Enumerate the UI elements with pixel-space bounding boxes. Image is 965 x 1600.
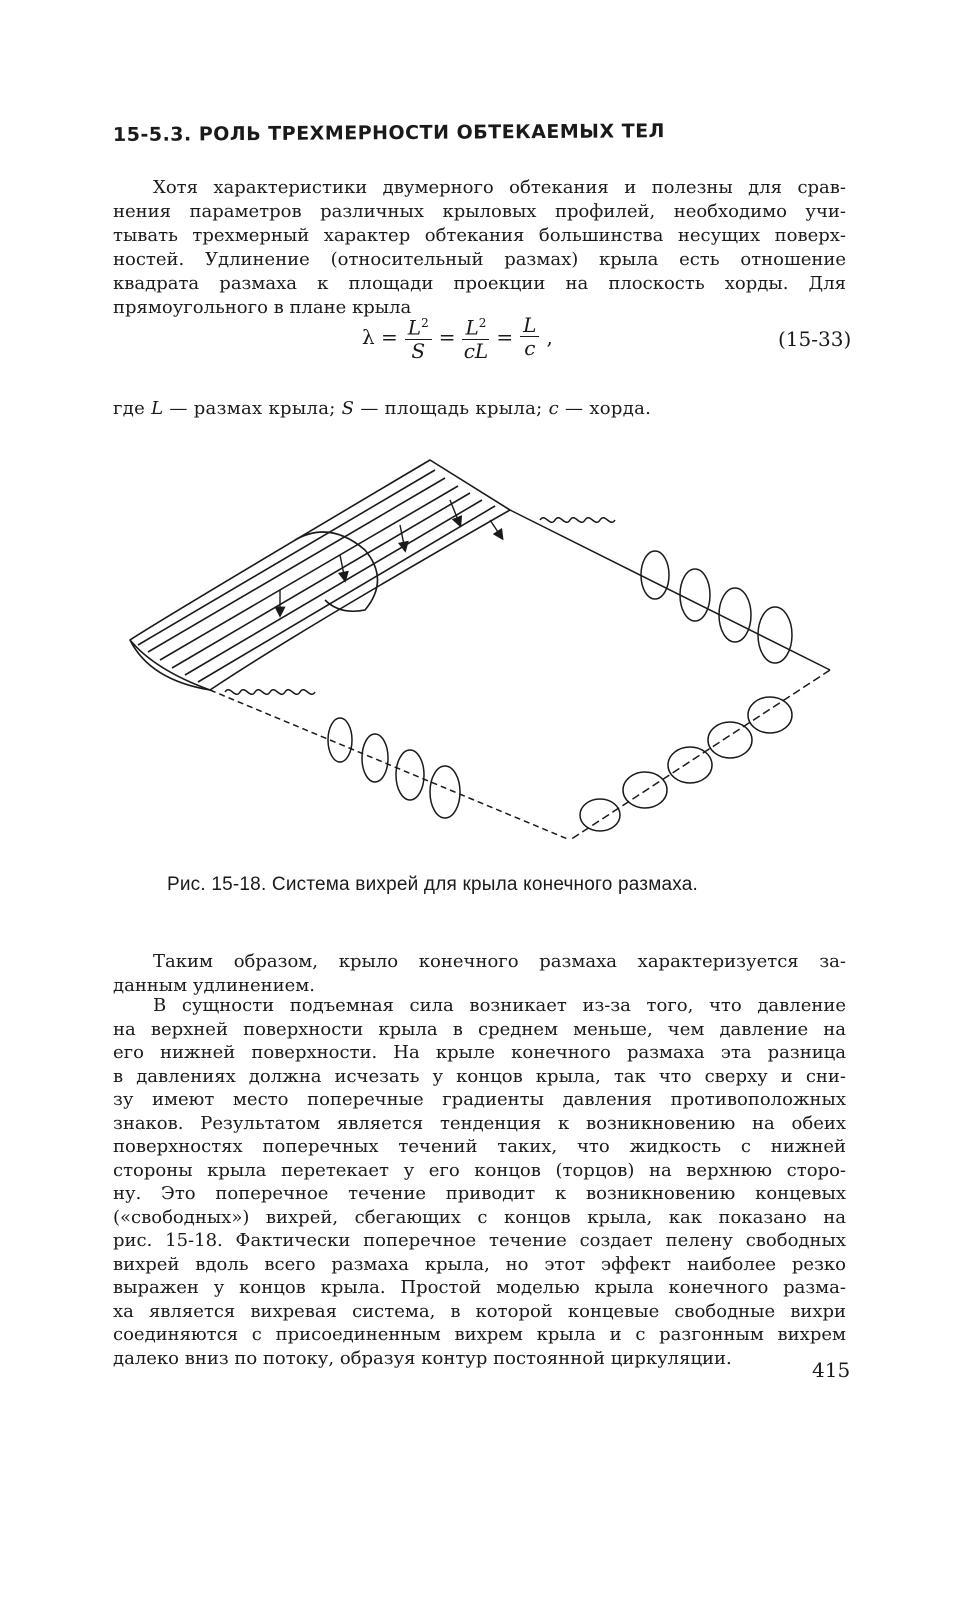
where-prefix: где: [113, 398, 146, 419]
tip-vortex-right: [510, 510, 830, 670]
intro-line: ностей. Удлинение (относительный размах) крыла есть отношение: [113, 249, 846, 270]
wing-flow-arrows: [280, 500, 502, 615]
body-line: ну. Это поперечное течение приводит к возникновению концевых: [113, 1183, 846, 1204]
body-line: стороны крыла перетекает у его концов (торцов) на верхнюю сторо-: [113, 1159, 846, 1181]
formula-equals: =: [496, 324, 514, 349]
var-c-definition: — хорда.: [565, 398, 652, 419]
frac-denominator: S: [411, 338, 426, 363]
body-line: в давлениях должна исчезать у концов крыла, так что сверху и сни-: [113, 1065, 846, 1087]
fraction-l2-over-cl: [462, 312, 489, 362]
body-paragraph-1: [113, 950, 846, 998]
body-line: соединяются с присоединенным вихрем крыла и с разгонным вихрем: [113, 1324, 846, 1345]
intro-line: тывать трехмерный характер обтекания большинства несущих поверх-: [113, 225, 846, 246]
page-number: 415: [812, 1358, 851, 1382]
var-s: S: [341, 398, 355, 419]
body-line: вихрей вдоль всего размаха крыла, но этот эффект наиболее резко: [113, 1253, 846, 1275]
frac-numerator: L: [407, 315, 422, 340]
wing-body: [130, 460, 510, 690]
fraction-l-over-c: [520, 314, 539, 359]
body-line: ха является вихревая система, в которой концевые свободные вихри: [113, 1300, 846, 1322]
frac-denominator: c: [524, 336, 536, 361]
body-line: выражен у концов крыла. Простой моделью крыла конечного разма-: [113, 1277, 846, 1298]
body-line: данным удлинением.: [113, 975, 315, 996]
body-line: далеко вниз по потоку, образуя контур постоянной циркуляции.: [113, 1347, 732, 1369]
formula-trailing-comma: ,: [546, 324, 553, 349]
var-c: c: [548, 398, 559, 419]
vortex-system-figure: [100, 440, 850, 870]
var-l-definition: — размах крыла;: [169, 398, 336, 419]
figure-caption: Рис. 15-18. Система вихрей для крыла конечного размаха.: [167, 874, 698, 895]
frac-numerator: L: [465, 315, 479, 340]
body-line: поверхностях поперечных течений таких, что жидкость с нижней: [113, 1136, 846, 1157]
formula-lhs: λ =: [362, 324, 398, 349]
aspect-ratio-formula: [362, 312, 553, 362]
tip-vortex-left: [210, 690, 570, 840]
var-s-definition: — площадь крыла;: [360, 398, 543, 419]
fraction-l2-over-s: [405, 312, 432, 362]
intro-line: квадрата размаха к площади проекции на плоскость хорды. Для: [113, 273, 846, 294]
body-line: его нижней поверхности. На крыле конечного размаха эта разница: [113, 1042, 846, 1063]
body-line: В сущности подъемная сила возникает из-за того, что давление: [153, 995, 846, 1016]
frac-exponent: 2: [421, 316, 429, 330]
body-line: («свободных») вихрей, сбегающих с концов крыла, как показано на: [113, 1206, 846, 1228]
frac-numerator: L: [520, 314, 539, 337]
starting-vortex: [570, 670, 830, 840]
body-paragraph-2: [113, 994, 846, 1370]
section-heading: 15-5.3. РОЛЬ ТРЕХМЕРНОСТИ ОБТЕКАЕМЫХ ТЕЛ: [112, 120, 666, 146]
variable-definitions: [113, 398, 651, 419]
body-line: Таким образом, крыло конечного размаха характеризуется за-: [153, 951, 846, 972]
body-line: зу имеют место поперечные градиенты давления противоположных: [113, 1089, 846, 1110]
intro-line: нения параметров различных крыловых профилей, необходимо учи-: [113, 201, 846, 222]
body-line: знаков. Результатом является тенденция к возникновению на обеих: [113, 1112, 846, 1134]
frac-denominator: cL: [463, 338, 489, 363]
var-l: L: [151, 398, 164, 419]
intro-line: прямоугольного в плане крыла: [113, 297, 412, 318]
formula-equals: =: [438, 324, 456, 349]
body-line: рис. 15-18. Фактически поперечное течение создает пелену свободных: [113, 1230, 846, 1251]
equation-number: (15-33): [778, 327, 852, 351]
body-line: на верхней поверхности крыла в среднем меньше, чем давление на: [113, 1018, 846, 1040]
intro-paragraph: [113, 176, 846, 320]
frac-exponent: 2: [478, 316, 487, 330]
intro-line: Хотя характеристики двумерного обтекания и полезны для срав-: [153, 177, 846, 198]
